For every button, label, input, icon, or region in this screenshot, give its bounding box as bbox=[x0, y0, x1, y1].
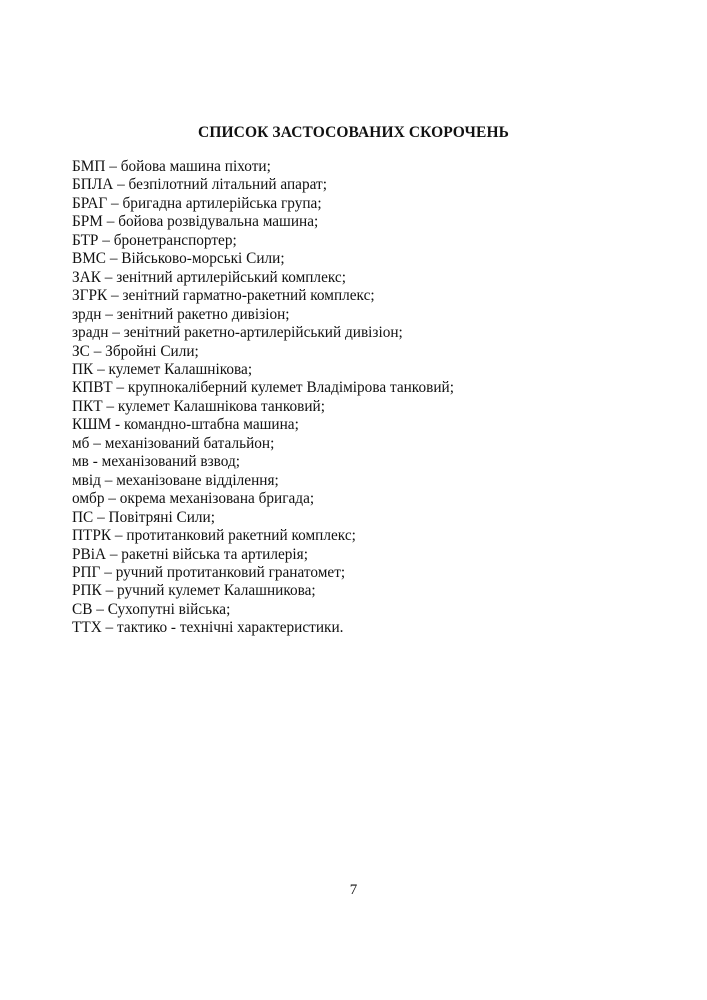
page-title-text: СПИСОК ЗАСТОСОВАНИХ СКОРОЧЕНЬ bbox=[198, 124, 509, 141]
list-item: БМП – бойова машина піхоти; bbox=[72, 158, 271, 175]
list-item: КШМ - командно-штабна машина; bbox=[72, 416, 299, 434]
list-item: БТР – бронетранспортер; bbox=[72, 231, 237, 249]
list-item: ЗС – Збройні Сили; bbox=[72, 342, 199, 360]
list-item: зрдн – зенітний ракетно дивізіон; bbox=[72, 305, 290, 323]
list-item: РПГ – ручний протитанковий гранатомет; bbox=[72, 563, 346, 581]
list-item: ЗАК – зенітний артилерійський комплекс; bbox=[72, 268, 346, 286]
list-item: РПК – ручний кулемет Калашникова; bbox=[72, 582, 316, 600]
list-item: омбр – окрема механізована бригада; bbox=[72, 490, 315, 508]
list-item: ПС – Повітряні Сили; bbox=[72, 508, 215, 526]
list-item: РВіА – ракетні війська та артилерія; bbox=[72, 545, 308, 563]
page-number: 7 bbox=[349, 882, 358, 898]
list-item: ЗГРК – зенітний гарматно-ракетний комплекс; bbox=[72, 287, 375, 305]
list-item: БПЛА – безпілотний літальний апарат; bbox=[72, 176, 327, 194]
page-title bbox=[0, 123, 707, 143]
list-item: мвід – механізоване відділення; bbox=[72, 471, 279, 489]
list-item: ПКТ – кулемет Калашнікова танковий; bbox=[72, 397, 325, 415]
list-item: КПВТ – крупнокаліберний кулемет Владімірова танковий; bbox=[72, 379, 454, 397]
list-item: ПТРК – протитанковий ракетний комплекс; bbox=[72, 527, 356, 545]
list-item: мб – механізований батальйон; bbox=[72, 434, 275, 452]
abbreviation-list bbox=[72, 158, 672, 638]
list-item: СВ – Сухопутні війська; bbox=[72, 600, 231, 618]
list-item: ПК – кулемет Калашнікова; bbox=[72, 360, 253, 378]
list-item: ТТХ – тактико - технічні характеристики. bbox=[72, 619, 344, 637]
list-item: зрадн – зенітний ракетно-артилерійський дивізіон; bbox=[72, 324, 403, 342]
list-item: ВМС – Військово-морські Сили; bbox=[72, 250, 285, 268]
list-item: мв - механізований взвод; bbox=[72, 453, 241, 471]
list-item: БРАГ – бригадна артилерійська група; bbox=[72, 194, 322, 212]
list-item: БРМ – бойова розвідувальна машина; bbox=[72, 213, 319, 231]
